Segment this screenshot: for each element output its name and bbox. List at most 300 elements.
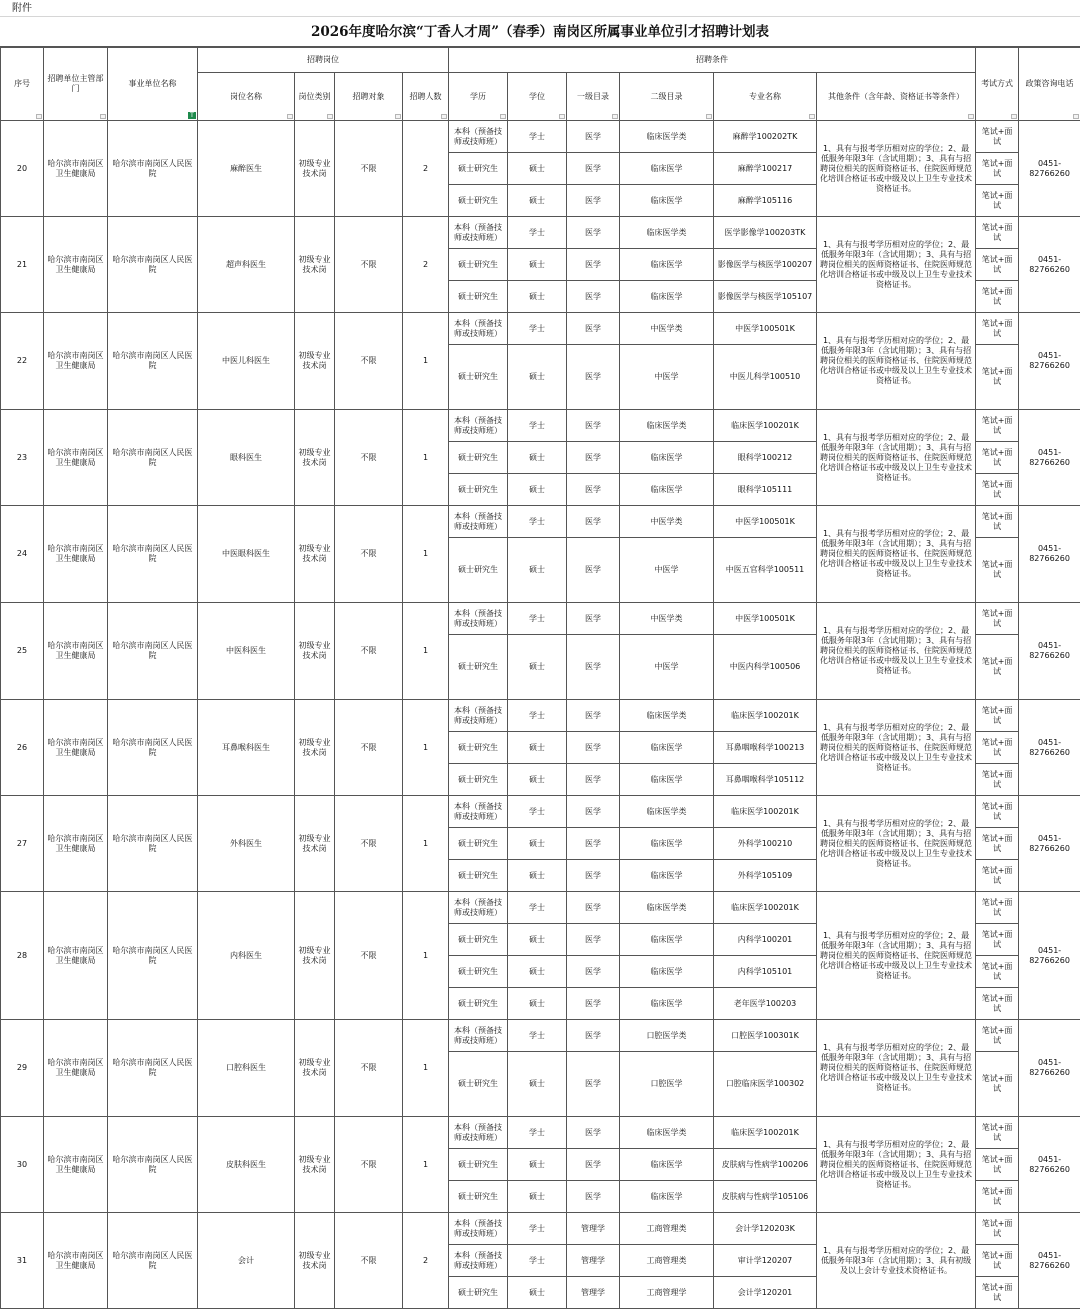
cell-category-2[interactable]: 临床医学	[620, 442, 714, 474]
cell-category-1[interactable]: 医学	[567, 1149, 620, 1181]
cell-other-conditions[interactable]: 1、具有与报考学历相对应的学位；2、最低服务年限3年（含试用期）；3、具有与招聘岗位相关的医师资格证书、住院医师规范化培训合格证书或中级及以上卫生专业技术资格证书。	[817, 1117, 976, 1213]
cell-degree[interactable]: 硕士	[508, 828, 567, 860]
cell-major[interactable]: 医学影像学100203TK	[714, 217, 817, 249]
cell-post-name[interactable]: 中医儿科医生	[198, 313, 295, 410]
cell-target[interactable]: 不限	[335, 1117, 403, 1213]
cell-post-name[interactable]: 麻醉医生	[198, 121, 295, 217]
cell-exam[interactable]: 笔试+面试	[976, 860, 1019, 892]
cell-target[interactable]: 不限	[335, 603, 403, 700]
cell-post-type[interactable]: 初级专业技术岗	[295, 892, 335, 1020]
cell-phone[interactable]: 0451-82766260	[1019, 1020, 1080, 1117]
cell-category-1[interactable]: 医学	[567, 924, 620, 956]
cell-category-2[interactable]: 临床医学	[620, 924, 714, 956]
cell-major[interactable]: 内科学105101	[714, 956, 817, 988]
cell-count[interactable]: 1	[403, 506, 449, 603]
header-degree[interactable]: 学位	[508, 73, 567, 121]
cell-exam[interactable]: 笔试+面试	[976, 956, 1019, 988]
cell-education[interactable]: 硕士研究生	[449, 828, 508, 860]
cell-target[interactable]: 不限	[335, 410, 403, 506]
cell-exam[interactable]: 笔试+面试	[976, 764, 1019, 796]
cell-target[interactable]: 不限	[335, 217, 403, 313]
cell-target[interactable]: 不限	[335, 1213, 403, 1309]
cell-exam[interactable]: 笔试+面试	[976, 217, 1019, 249]
cell-unit[interactable]: 哈尔滨市南岗区人民医院	[108, 121, 198, 217]
cell-count[interactable]: 1	[403, 796, 449, 892]
cell-category-1[interactable]: 医学	[567, 506, 620, 538]
cell-category-2[interactable]: 临床医学	[620, 764, 714, 796]
cell-post-name[interactable]: 皮肤科医生	[198, 1117, 295, 1213]
cell-education[interactable]: 本科（预备技师或技师班）	[449, 892, 508, 924]
cell-education[interactable]: 本科（预备技师或技师班）	[449, 603, 508, 635]
cell-unit[interactable]: 哈尔滨市南岗区人民医院	[108, 410, 198, 506]
cell-degree[interactable]: 硕士	[508, 924, 567, 956]
cell-dept[interactable]: 哈尔滨市南岗区卫生健康局	[44, 1213, 108, 1309]
cell-post-type[interactable]: 初级专业技术岗	[295, 1117, 335, 1213]
cell-phone[interactable]: 0451-82766260	[1019, 1213, 1080, 1309]
cell-post-type[interactable]: 初级专业技术岗	[295, 121, 335, 217]
cell-category-1[interactable]: 医学	[567, 860, 620, 892]
cell-category-2[interactable]: 中医学	[620, 635, 714, 700]
cell-exam[interactable]: 笔试+面试	[976, 185, 1019, 217]
cell-education[interactable]: 硕士研究生	[449, 185, 508, 217]
header-category-2[interactable]: 二级目录	[620, 73, 714, 121]
cell-exam[interactable]: 笔试+面试	[976, 988, 1019, 1020]
cell-category-1[interactable]: 管理学	[567, 1277, 620, 1309]
cell-major[interactable]: 中医学100501K	[714, 506, 817, 538]
cell-category-2[interactable]: 临床医学	[620, 185, 714, 217]
cell-degree[interactable]: 学士	[508, 1020, 567, 1052]
cell-other-conditions[interactable]: 1、具有与报考学历相对应的学位；2、最低服务年限3年（含试用期）；3、具有与招聘岗位相关的医师资格证书、住院医师规范化培训合格证书或中级及以上卫生专业技术资格证书。	[817, 700, 976, 796]
cell-exam[interactable]: 笔试+面试	[976, 442, 1019, 474]
cell-unit[interactable]: 哈尔滨市南岗区人民医院	[108, 313, 198, 410]
cell-category-2[interactable]: 临床医学	[620, 828, 714, 860]
cell-phone[interactable]: 0451-82766260	[1019, 410, 1080, 506]
header-dept[interactable]: 招聘单位主管部门	[44, 47, 108, 121]
cell-exam[interactable]: 笔试+面试	[976, 924, 1019, 956]
cell-major[interactable]: 外科学100210	[714, 828, 817, 860]
cell-major[interactable]: 审计学120207	[714, 1245, 817, 1277]
cell-education[interactable]: 本科（预备技师或技师班）	[449, 1213, 508, 1245]
cell-major[interactable]: 耳鼻咽喉科学100213	[714, 732, 817, 764]
cell-count[interactable]: 2	[403, 121, 449, 217]
cell-dept[interactable]: 哈尔滨市南岗区卫生健康局	[44, 1020, 108, 1117]
header-category-1[interactable]: 一级目录	[567, 73, 620, 121]
cell-degree[interactable]: 学士	[508, 1245, 567, 1277]
cell-other-conditions[interactable]: 1、具有与报考学历相对应的学位；2、最低服务年限3年（含试用期）；3、具有与招聘岗位相关的医师资格证书、住院医师规范化培训合格证书或中级及以上卫生专业技术资格证书。	[817, 121, 976, 217]
cell-exam[interactable]: 笔试+面试	[976, 828, 1019, 860]
cell-seq[interactable]: 30	[1, 1117, 44, 1213]
cell-major[interactable]: 内科学100201	[714, 924, 817, 956]
cell-education[interactable]: 硕士研究生	[449, 345, 508, 410]
cell-education[interactable]: 本科（预备技师或技师班）	[449, 1020, 508, 1052]
cell-category-1[interactable]: 医学	[567, 732, 620, 764]
cell-exam[interactable]: 笔试+面试	[976, 1213, 1019, 1245]
cell-post-name[interactable]: 会计	[198, 1213, 295, 1309]
cell-unit[interactable]: 哈尔滨市南岗区人民医院	[108, 892, 198, 1020]
cell-category-1[interactable]: 医学	[567, 1181, 620, 1213]
cell-other-conditions[interactable]: 1、具有与报考学历相对应的学位；2、最低服务年限3年（含试用期）；3、具有与招聘岗位相关的医师资格证书、住院医师规范化培训合格证书或中级及以上卫生专业技术资格证书。	[817, 410, 976, 506]
cell-education[interactable]: 本科（预备技师或技师班）	[449, 410, 508, 442]
cell-other-conditions[interactable]: 1、具有与报考学历相对应的学位；2、最低服务年限3年（含试用期）；3、具有与招聘岗位相关的医师资格证书、住院医师规范化培训合格证书或中级及以上卫生专业技术资格证书。	[817, 313, 976, 410]
cell-phone[interactable]: 0451-82766260	[1019, 603, 1080, 700]
header-major[interactable]: 专业名称	[714, 73, 817, 121]
cell-education[interactable]: 硕士研究生	[449, 281, 508, 313]
cell-category-1[interactable]: 医学	[567, 249, 620, 281]
cell-education[interactable]: 本科（预备技师或技师班）	[449, 796, 508, 828]
cell-category-2[interactable]: 中医学	[620, 538, 714, 603]
cell-other-conditions[interactable]: 1、具有与报考学历相对应的学位；2、最低服务年限3年（含试用期）；3、具有初级及以上会计专业技术资格证书。	[817, 1213, 976, 1309]
cell-category-1[interactable]: 医学	[567, 1052, 620, 1117]
cell-education[interactable]: 本科（预备技师或技师班）	[449, 313, 508, 345]
cell-education[interactable]: 本科（预备技师或技师班）	[449, 121, 508, 153]
cell-dept[interactable]: 哈尔滨市南岗区卫生健康局	[44, 1117, 108, 1213]
cell-major[interactable]: 麻醉学100217	[714, 153, 817, 185]
cell-dept[interactable]: 哈尔滨市南岗区卫生健康局	[44, 796, 108, 892]
cell-degree[interactable]: 硕士	[508, 764, 567, 796]
cell-post-type[interactable]: 初级专业技术岗	[295, 410, 335, 506]
cell-category-1[interactable]: 医学	[567, 153, 620, 185]
cell-education[interactable]: 本科（预备技师或技师班）	[449, 217, 508, 249]
cell-unit[interactable]: 哈尔滨市南岗区人民医院	[108, 217, 198, 313]
cell-degree[interactable]: 学士	[508, 892, 567, 924]
cell-category-2[interactable]: 工商管理类	[620, 1213, 714, 1245]
cell-education[interactable]: 硕士研究生	[449, 764, 508, 796]
cell-major[interactable]: 外科学105109	[714, 860, 817, 892]
cell-exam[interactable]: 笔试+面试	[976, 1052, 1019, 1117]
cell-category-2[interactable]: 临床医学	[620, 153, 714, 185]
cell-category-2[interactable]: 临床医学	[620, 1181, 714, 1213]
cell-post-type[interactable]: 初级专业技术岗	[295, 603, 335, 700]
cell-count[interactable]: 2	[403, 217, 449, 313]
cell-degree[interactable]: 学士	[508, 121, 567, 153]
header-post-type[interactable]: 岗位类别	[295, 73, 335, 121]
cell-education[interactable]: 硕士研究生	[449, 538, 508, 603]
cell-category-1[interactable]: 医学	[567, 635, 620, 700]
cell-degree[interactable]: 硕士	[508, 281, 567, 313]
cell-count[interactable]: 1	[403, 313, 449, 410]
cell-category-2[interactable]: 临床医学	[620, 474, 714, 506]
cell-exam[interactable]: 笔试+面试	[976, 345, 1019, 410]
cell-education[interactable]: 硕士研究生	[449, 1181, 508, 1213]
cell-category-1[interactable]: 管理学	[567, 1245, 620, 1277]
header-education[interactable]: 学历	[449, 73, 508, 121]
cell-category-2[interactable]: 工商管理类	[620, 1245, 714, 1277]
cell-major[interactable]: 中医五官科学100511	[714, 538, 817, 603]
cell-category-2[interactable]: 临床医学类	[620, 892, 714, 924]
cell-major[interactable]: 会计学120201	[714, 1277, 817, 1309]
cell-education[interactable]: 硕士研究生	[449, 732, 508, 764]
cell-category-1[interactable]: 医学	[567, 121, 620, 153]
cell-degree[interactable]: 硕士	[508, 442, 567, 474]
cell-category-2[interactable]: 中医学类	[620, 313, 714, 345]
cell-exam[interactable]: 笔试+面试	[976, 892, 1019, 924]
cell-exam[interactable]: 笔试+面试	[976, 732, 1019, 764]
cell-education[interactable]: 硕士研究生	[449, 635, 508, 700]
cell-major[interactable]: 影像医学与核医学105107	[714, 281, 817, 313]
cell-target[interactable]: 不限	[335, 121, 403, 217]
cell-phone[interactable]: 0451-82766260	[1019, 1117, 1080, 1213]
cell-exam[interactable]: 笔试+面试	[976, 1245, 1019, 1277]
cell-category-2[interactable]: 临床医学	[620, 732, 714, 764]
cell-exam[interactable]: 笔试+面试	[976, 121, 1019, 153]
cell-count[interactable]: 1	[403, 1117, 449, 1213]
header-other-conditions[interactable]: 其他条件（含年龄、资格证书等条件）	[817, 73, 976, 121]
cell-degree[interactable]: 学士	[508, 410, 567, 442]
cell-phone[interactable]: 0451-82766260	[1019, 121, 1080, 217]
cell-phone[interactable]: 0451-82766260	[1019, 892, 1080, 1020]
cell-major[interactable]: 临床医学100201K	[714, 892, 817, 924]
cell-post-name[interactable]: 内科医生	[198, 892, 295, 1020]
cell-post-name[interactable]: 中医科医生	[198, 603, 295, 700]
cell-category-1[interactable]: 医学	[567, 410, 620, 442]
cell-exam[interactable]: 笔试+面试	[976, 538, 1019, 603]
cell-target[interactable]: 不限	[335, 506, 403, 603]
cell-post-type[interactable]: 初级专业技术岗	[295, 1020, 335, 1117]
cell-education[interactable]: 本科（预备技师或技师班）	[449, 1245, 508, 1277]
cell-category-2[interactable]: 临床医学类	[620, 217, 714, 249]
cell-dept[interactable]: 哈尔滨市南岗区卫生健康局	[44, 121, 108, 217]
cell-degree[interactable]: 硕士	[508, 249, 567, 281]
cell-major[interactable]: 会计学120203K	[714, 1213, 817, 1245]
cell-dept[interactable]: 哈尔滨市南岗区卫生健康局	[44, 313, 108, 410]
cell-unit[interactable]: 哈尔滨市南岗区人民医院	[108, 506, 198, 603]
cell-post-name[interactable]: 超声科医生	[198, 217, 295, 313]
cell-major[interactable]: 麻醉学100202TK	[714, 121, 817, 153]
cell-seq[interactable]: 22	[1, 313, 44, 410]
cell-education[interactable]: 硕士研究生	[449, 1052, 508, 1117]
cell-education[interactable]: 本科（预备技师或技师班）	[449, 506, 508, 538]
cell-seq[interactable]: 28	[1, 892, 44, 1020]
cell-unit[interactable]: 哈尔滨市南岗区人民医院	[108, 700, 198, 796]
cell-seq[interactable]: 29	[1, 1020, 44, 1117]
cell-count[interactable]: 1	[403, 700, 449, 796]
cell-category-2[interactable]: 临床医学	[620, 956, 714, 988]
cell-degree[interactable]: 硕士	[508, 1181, 567, 1213]
cell-category-2[interactable]: 临床医学类	[620, 796, 714, 828]
cell-education[interactable]: 硕士研究生	[449, 1149, 508, 1181]
cell-unit[interactable]: 哈尔滨市南岗区人民医院	[108, 1117, 198, 1213]
cell-category-1[interactable]: 医学	[567, 603, 620, 635]
cell-other-conditions[interactable]: 1、具有与报考学历相对应的学位；2、最低服务年限3年（含试用期）；3、具有与招聘岗位相关的医师资格证书、住院医师规范化培训合格证书或中级及以上卫生专业技术资格证书。	[817, 796, 976, 892]
cell-degree[interactable]: 硕士	[508, 732, 567, 764]
cell-count[interactable]: 1	[403, 410, 449, 506]
cell-category-2[interactable]: 工商管理学	[620, 1277, 714, 1309]
header-phone[interactable]: 政策咨询电话	[1019, 47, 1080, 121]
cell-target[interactable]: 不限	[335, 313, 403, 410]
cell-dept[interactable]: 哈尔滨市南岗区卫生健康局	[44, 892, 108, 1020]
cell-category-1[interactable]: 医学	[567, 1020, 620, 1052]
cell-phone[interactable]: 0451-82766260	[1019, 217, 1080, 313]
cell-post-name[interactable]: 眼科医生	[198, 410, 295, 506]
header-seq[interactable]: 序号	[1, 47, 44, 121]
cell-degree[interactable]: 学士	[508, 700, 567, 732]
cell-education[interactable]: 硕士研究生	[449, 442, 508, 474]
cell-post-type[interactable]: 初级专业技术岗	[295, 796, 335, 892]
cell-seq[interactable]: 23	[1, 410, 44, 506]
cell-degree[interactable]: 学士	[508, 1117, 567, 1149]
cell-phone[interactable]: 0451-82766260	[1019, 506, 1080, 603]
cell-seq[interactable]: 21	[1, 217, 44, 313]
cell-category-2[interactable]: 中医学	[620, 345, 714, 410]
cell-education[interactable]: 本科（预备技师或技师班）	[449, 1117, 508, 1149]
cell-category-1[interactable]: 医学	[567, 956, 620, 988]
cell-category-1[interactable]: 医学	[567, 442, 620, 474]
cell-category-1[interactable]: 医学	[567, 796, 620, 828]
cell-major[interactable]: 眼科学100212	[714, 442, 817, 474]
cell-dept[interactable]: 哈尔滨市南岗区卫生健康局	[44, 217, 108, 313]
cell-degree[interactable]: 硕士	[508, 860, 567, 892]
cell-category-2[interactable]: 临床医学类	[620, 1117, 714, 1149]
cell-dept[interactable]: 哈尔滨市南岗区卫生健康局	[44, 603, 108, 700]
cell-category-1[interactable]: 医学	[567, 345, 620, 410]
cell-education[interactable]: 本科（预备技师或技师班）	[449, 700, 508, 732]
cell-post-name[interactable]: 中医眼科医生	[198, 506, 295, 603]
cell-exam[interactable]: 笔试+面试	[976, 249, 1019, 281]
cell-degree[interactable]: 硕士	[508, 1149, 567, 1181]
cell-exam[interactable]: 笔试+面试	[976, 313, 1019, 345]
cell-target[interactable]: 不限	[335, 892, 403, 1020]
cell-education[interactable]: 硕士研究生	[449, 988, 508, 1020]
cell-phone[interactable]: 0451-82766260	[1019, 796, 1080, 892]
cell-major[interactable]: 口腔医学100301K	[714, 1020, 817, 1052]
cell-major[interactable]: 口腔临床医学100302	[714, 1052, 817, 1117]
cell-degree[interactable]: 硕士	[508, 153, 567, 185]
cell-exam[interactable]: 笔试+面试	[976, 506, 1019, 538]
cell-category-1[interactable]: 医学	[567, 538, 620, 603]
cell-unit[interactable]: 哈尔滨市南岗区人民医院	[108, 603, 198, 700]
cell-category-2[interactable]: 中医学类	[620, 506, 714, 538]
cell-exam[interactable]: 笔试+面试	[976, 474, 1019, 506]
cell-education[interactable]: 硕士研究生	[449, 956, 508, 988]
cell-post-name[interactable]: 口腔科医生	[198, 1020, 295, 1117]
cell-exam[interactable]: 笔试+面试	[976, 635, 1019, 700]
cell-post-name[interactable]: 耳鼻喉科医生	[198, 700, 295, 796]
cell-category-1[interactable]: 医学	[567, 764, 620, 796]
cell-major[interactable]: 中医内科学100506	[714, 635, 817, 700]
cell-category-2[interactable]: 临床医学	[620, 1149, 714, 1181]
cell-exam[interactable]: 笔试+面试	[976, 153, 1019, 185]
cell-other-conditions[interactable]: 1、具有与报考学历相对应的学位；2、最低服务年限3年（含试用期）；3、具有与招聘岗位相关的医师资格证书、住院医师规范化培训合格证书或中级及以上卫生专业技术资格证书。	[817, 603, 976, 700]
cell-major[interactable]: 眼科学105111	[714, 474, 817, 506]
cell-education[interactable]: 硕士研究生	[449, 1277, 508, 1309]
cell-degree[interactable]: 学士	[508, 796, 567, 828]
cell-degree[interactable]: 学士	[508, 313, 567, 345]
header-exam[interactable]: 考试方式	[976, 47, 1019, 121]
cell-target[interactable]: 不限	[335, 1020, 403, 1117]
cell-degree[interactable]: 硕士	[508, 474, 567, 506]
cell-category-2[interactable]: 口腔医学	[620, 1052, 714, 1117]
cell-post-name[interactable]: 外科医生	[198, 796, 295, 892]
cell-degree[interactable]: 硕士	[508, 1052, 567, 1117]
cell-category-1[interactable]: 医学	[567, 313, 620, 345]
cell-other-conditions[interactable]: 1、具有与报考学历相对应的学位；2、最低服务年限3年（含试用期）；3、具有与招聘岗位相关的医师资格证书、住院医师规范化培训合格证书或中级及以上卫生专业技术资格证书。	[817, 506, 976, 603]
cell-category-2[interactable]: 临床医学	[620, 281, 714, 313]
cell-dept[interactable]: 哈尔滨市南岗区卫生健康局	[44, 700, 108, 796]
cell-unit[interactable]: 哈尔滨市南岗区人民医院	[108, 796, 198, 892]
cell-degree[interactable]: 硕士	[508, 635, 567, 700]
cell-unit[interactable]: 哈尔滨市南岗区人民医院	[108, 1020, 198, 1117]
cell-major[interactable]: 耳鼻咽喉科学105112	[714, 764, 817, 796]
cell-category-1[interactable]: 医学	[567, 700, 620, 732]
cell-count[interactable]: 1	[403, 892, 449, 1020]
cell-degree[interactable]: 硕士	[508, 538, 567, 603]
cell-exam[interactable]: 笔试+面试	[976, 1117, 1019, 1149]
cell-degree[interactable]: 学士	[508, 217, 567, 249]
cell-seq[interactable]: 24	[1, 506, 44, 603]
cell-category-2[interactable]: 临床医学类	[620, 700, 714, 732]
cell-post-type[interactable]: 初级专业技术岗	[295, 700, 335, 796]
cell-post-type[interactable]: 初级专业技术岗	[295, 506, 335, 603]
header-unit[interactable]: 事业单位名称 T	[108, 47, 198, 121]
cell-dept[interactable]: 哈尔滨市南岗区卫生健康局	[44, 410, 108, 506]
cell-other-conditions[interactable]: 1、具有与报考学历相对应的学位；2、最低服务年限3年（含试用期）；3、具有与招聘岗位相关的医师资格证书、住院医师规范化培训合格证书或中级及以上卫生专业技术资格证书。	[817, 892, 976, 1020]
cell-category-2[interactable]: 临床医学类	[620, 121, 714, 153]
cell-seq[interactable]: 20	[1, 121, 44, 217]
cell-post-type[interactable]: 初级专业技术岗	[295, 313, 335, 410]
cell-major[interactable]: 皮肤病与性病学105106	[714, 1181, 817, 1213]
cell-category-1[interactable]: 医学	[567, 185, 620, 217]
cell-degree[interactable]: 学士	[508, 506, 567, 538]
header-count[interactable]: 招聘人数	[403, 73, 449, 121]
cell-major[interactable]: 麻醉学105116	[714, 185, 817, 217]
cell-post-type[interactable]: 初级专业技术岗	[295, 217, 335, 313]
cell-seq[interactable]: 26	[1, 700, 44, 796]
cell-exam[interactable]: 笔试+面试	[976, 1020, 1019, 1052]
cell-major[interactable]: 临床医学100201K	[714, 796, 817, 828]
cell-exam[interactable]: 笔试+面试	[976, 281, 1019, 313]
cell-category-1[interactable]: 医学	[567, 828, 620, 860]
cell-category-1[interactable]: 医学	[567, 217, 620, 249]
cell-degree[interactable]: 硕士	[508, 988, 567, 1020]
cell-count[interactable]: 2	[403, 1213, 449, 1309]
cell-count[interactable]: 1	[403, 1020, 449, 1117]
cell-category-1[interactable]: 医学	[567, 988, 620, 1020]
cell-education[interactable]: 硕士研究生	[449, 924, 508, 956]
cell-target[interactable]: 不限	[335, 700, 403, 796]
cell-post-type[interactable]: 初级专业技术岗	[295, 1213, 335, 1309]
cell-major[interactable]: 临床医学100201K	[714, 1117, 817, 1149]
cell-major[interactable]: 临床医学100201K	[714, 410, 817, 442]
cell-category-2[interactable]: 临床医学	[620, 249, 714, 281]
cell-target[interactable]: 不限	[335, 796, 403, 892]
cell-degree[interactable]: 硕士	[508, 1277, 567, 1309]
cell-phone[interactable]: 0451-82766260	[1019, 313, 1080, 410]
header-post-name[interactable]: 岗位名称	[198, 73, 295, 121]
cell-degree[interactable]: 硕士	[508, 345, 567, 410]
cell-seq[interactable]: 31	[1, 1213, 44, 1309]
cell-major[interactable]: 皮肤病与性病学100206	[714, 1149, 817, 1181]
cell-category-2[interactable]: 临床医学类	[620, 410, 714, 442]
cell-education[interactable]: 硕士研究生	[449, 474, 508, 506]
cell-seq[interactable]: 25	[1, 603, 44, 700]
cell-degree[interactable]: 硕士	[508, 185, 567, 217]
cell-count[interactable]: 1	[403, 603, 449, 700]
cell-exam[interactable]: 笔试+面试	[976, 410, 1019, 442]
cell-degree[interactable]: 学士	[508, 1213, 567, 1245]
cell-education[interactable]: 硕士研究生	[449, 153, 508, 185]
cell-major[interactable]: 中医儿科学100510	[714, 345, 817, 410]
cell-major[interactable]: 中医学100501K	[714, 313, 817, 345]
cell-seq[interactable]: 27	[1, 796, 44, 892]
cell-exam[interactable]: 笔试+面试	[976, 603, 1019, 635]
cell-category-2[interactable]: 临床医学	[620, 860, 714, 892]
cell-category-2[interactable]: 临床医学	[620, 988, 714, 1020]
cell-category-1[interactable]: 医学	[567, 892, 620, 924]
cell-category-2[interactable]: 中医学类	[620, 603, 714, 635]
cell-degree[interactable]: 学士	[508, 603, 567, 635]
cell-category-1[interactable]: 医学	[567, 281, 620, 313]
cell-exam[interactable]: 笔试+面试	[976, 1149, 1019, 1181]
